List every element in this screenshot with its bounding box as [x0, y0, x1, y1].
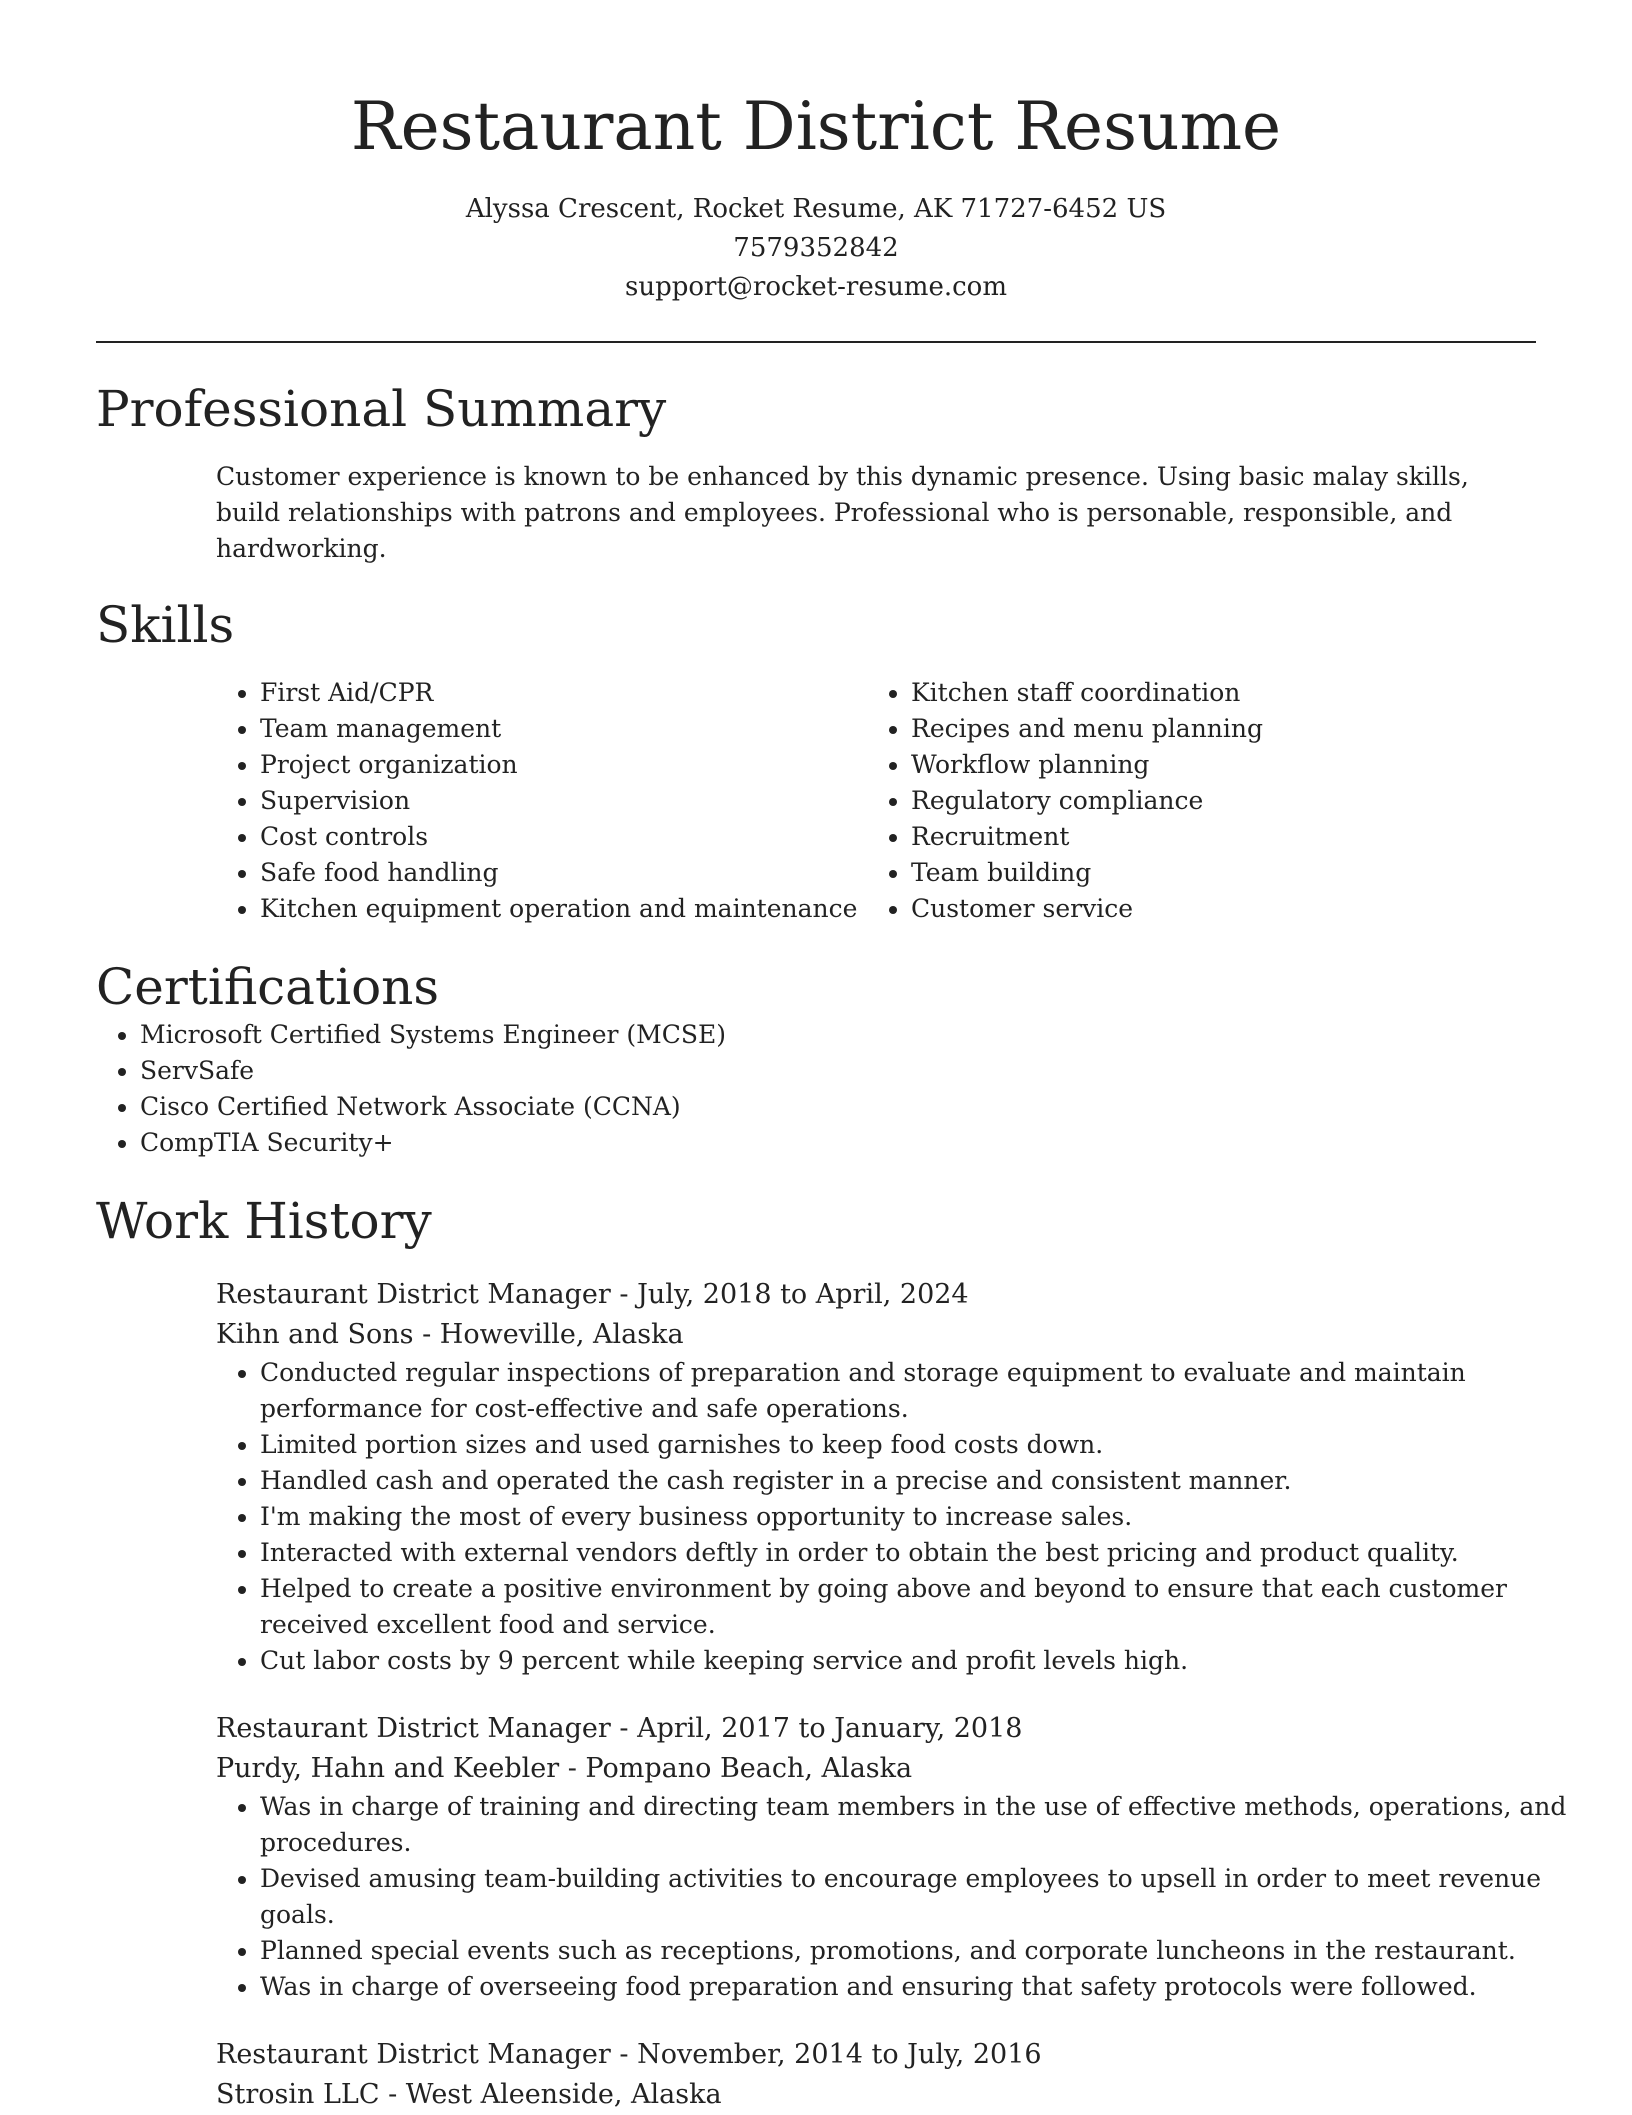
skill-item: • Team building — [911, 855, 1511, 891]
summary-text: Customer experience is known to be enhanced by this dynamic presence. Using basic malay skills, build relationships with patrons and employees. Professional who is personable, responsible, and hardworking. — [216, 462, 1469, 563]
header-divider — [96, 341, 1536, 343]
skill-item: • Cost controls — [260, 819, 867, 855]
job-bullet: • Interacted with external vendors deftly in order to obtain the best pricing and product quality. — [260, 1535, 1580, 1571]
skill-item: • Kitchen equipment operation and maintenance — [260, 891, 867, 927]
job-company-line: Strosin LLC - West Aleenside, Alaska — [216, 2079, 722, 2110]
skill-item: • First Aid/CPR — [260, 675, 867, 711]
job-entry — [216, 1275, 1536, 1679]
job-title-line: Restaurant District Manager - July, 2018 to April, 2024 — [216, 1279, 969, 1310]
job-bullet: • I'm making the most of every business opportunity to increase sales. — [260, 1499, 1580, 1535]
certification-item: • CompTIA Security+ — [140, 1125, 1536, 1161]
skill-item: • Recipes and menu planning — [911, 711, 1511, 747]
job-bullet: • Conducted regular inspections of preparation and storage equipment to evaluate and maintain performance for cost-effective and safe operations. — [260, 1355, 1580, 1427]
job-bullet: • Was in charge of overseeing food preparation and ensuring that safety protocols were followed. — [260, 1969, 1580, 2005]
certification-item: • Microsoft Certified Systems Engineer (MCSE) — [140, 1017, 1536, 1053]
job-entry — [216, 1709, 1567, 2005]
job-bullet: • Cut labor costs by 9 percent while keeping service and profit levels high. — [260, 1643, 1580, 1679]
skill-item: • Supervision — [260, 783, 867, 819]
job-title-line: Restaurant District Manager - November, 2014 to July, 2016 — [216, 2039, 1042, 2070]
job-title-line: Restaurant District Manager - April, 2017 to January, 2018 — [216, 1713, 1023, 1744]
certifications-list — [96, 1017, 1536, 1161]
skill-item: • Safe food handling — [260, 855, 867, 891]
skill-item: • Kitchen staff coordination — [911, 675, 1511, 711]
job-bullets — [216, 1789, 1580, 2005]
skill-item: • Team management — [260, 711, 867, 747]
job-company-line: Kihn and Sons - Howeville, Alaska — [216, 1319, 684, 1350]
contact-email: support@rocket-resume.com — [624, 272, 1007, 302]
job-bullet: • Limited portion sizes and used garnishes to keep food costs down. — [260, 1427, 1580, 1463]
skills-list — [216, 675, 1536, 927]
job-bullet: • Planned special events such as receptions, promotions, and corporate luncheons in the restaurant. — [260, 1933, 1580, 1969]
contact-address: Alyssa Crescent, Rocket Resume, AK 71727-6452 US — [465, 194, 1167, 224]
skill-item: • Project organization — [260, 747, 867, 783]
skill-item: • Workflow planning — [911, 747, 1511, 783]
resume-page — [96, 0, 1567, 2115]
resume-title: Restaurant District Resume — [350, 88, 1282, 165]
certification-item: • Cisco Certified Network Associate (CCNA) — [140, 1089, 1536, 1125]
job-entry — [216, 2035, 1536, 2115]
job-bullet: • Was in charge of training and directing team members in the use of effective methods, operations, and procedures. — [260, 1789, 1580, 1861]
skill-item: • Recruitment — [911, 819, 1511, 855]
job-bullets — [216, 1355, 1580, 1679]
contact-block — [96, 190, 1536, 307]
work-history-heading: Work History — [96, 1192, 432, 1250]
skill-item: • Regulatory compliance — [911, 783, 1511, 819]
skill-item: • Customer service — [911, 891, 1511, 927]
skills-heading: Skills — [96, 596, 235, 654]
skills-column-left — [216, 675, 867, 927]
job-bullet: • Devised amusing team-building activities to encourage employees to upsell in order to meet revenue goals. — [260, 1861, 1580, 1933]
certification-item: • ServSafe — [140, 1053, 1536, 1089]
certifications-heading: Certifications — [96, 958, 440, 1016]
summary-heading: Professional Summary — [96, 380, 667, 438]
contact-phone: 7579352842 — [733, 233, 899, 263]
skills-column-right — [867, 675, 1511, 927]
job-bullet: • Helped to create a positive environment by going above and beyond to ensure that each customer received excellent food and service. — [260, 1571, 1580, 1643]
job-company-line: Purdy, Hahn and Keebler - Pompano Beach, Alaska — [216, 1753, 913, 1784]
job-bullet: • Handled cash and operated the cash register in a precise and consistent manner. — [260, 1463, 1580, 1499]
